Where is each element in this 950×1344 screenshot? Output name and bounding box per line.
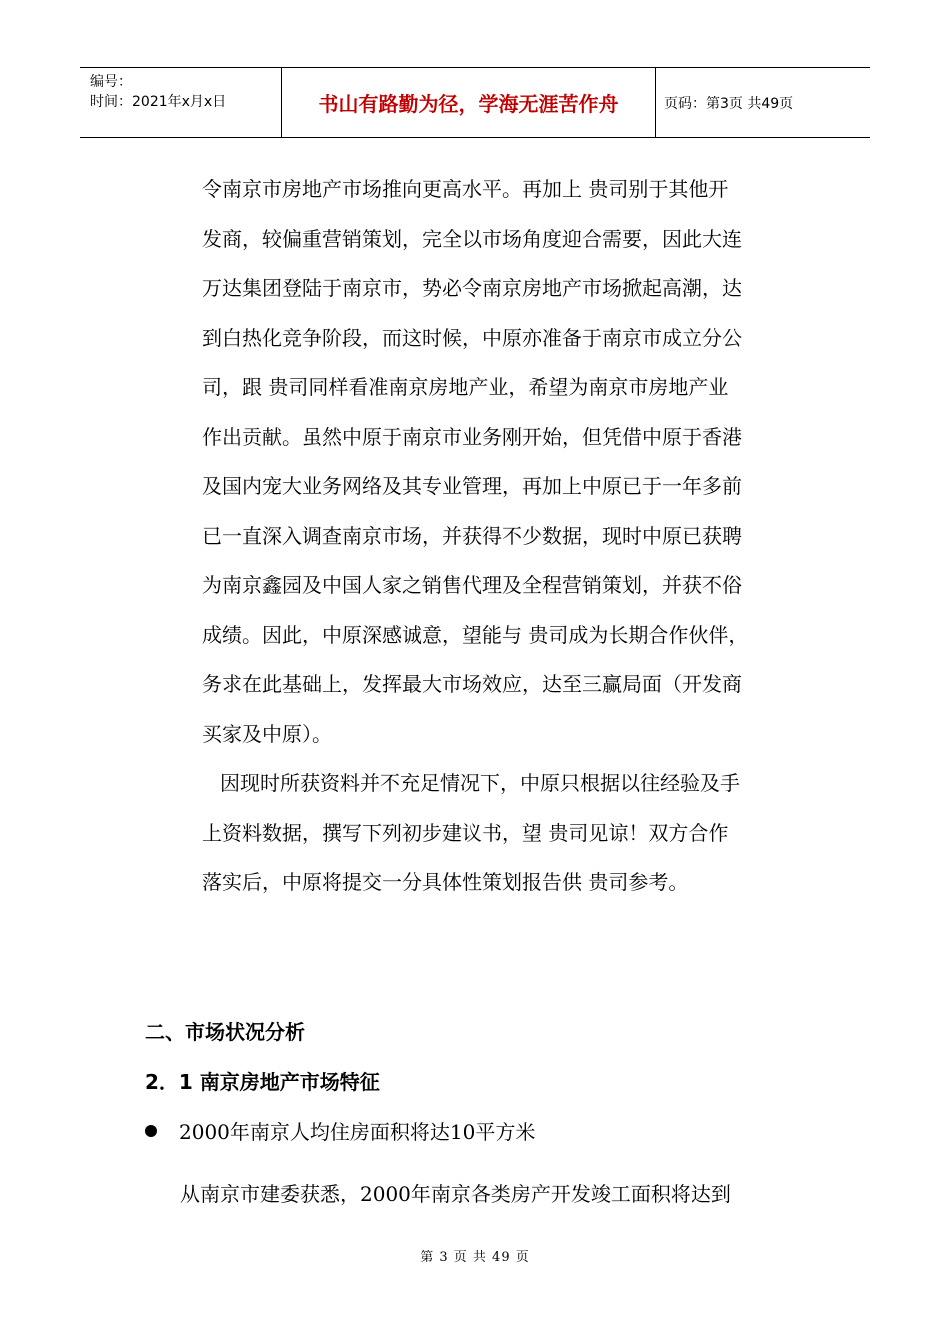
body-line: 为南京鑫园及中国人家之销售代理及全程营销策划，并获不俗 (202, 573, 742, 597)
bullet-item (145, 1116, 535, 1145)
number-label: 编号： (90, 74, 132, 90)
header-motto: 书山有路勤为径，学海无涯苦作舟 (282, 68, 656, 137)
body-line: 上资料数据，撰写下列初步建议书，望 贵司见谅！双方合作 (202, 820, 729, 845)
body-line: 落实后，中原将提交一分具体性策划报告供 贵司参考。 (202, 870, 689, 894)
page-footer: 第 3 页 共 49 页 (420, 1250, 530, 1265)
section-heading: 二、市场状况分析 (145, 1020, 305, 1044)
body-line: 及国内宠大业务网络及其专业管理，再加上中原已于一年多前 (202, 474, 742, 498)
body-line: 成绩。因此，中原深感诚意，望能与 贵司成为长期合作伙伴， (202, 622, 749, 647)
time-label: 时间：2021年x月x日 (90, 94, 227, 110)
body-text (202, 165, 812, 908)
body-line: 买家及中原）。 (202, 721, 332, 746)
paragraph-last-line: 从南京市建委获悉，2000年南京各类房产开发竣工面积将达到 (180, 1182, 731, 1206)
body-line: 令南京市房地产市场推向更高水平。再加上 贵司别于其他开 (202, 177, 729, 201)
body-line: 作出贡献。虽然中原于南京市业务刚开始，但凭借中原于香港 (202, 424, 742, 449)
bullet-text: 2000年南京人均住房面积将达10平方米 (179, 1120, 536, 1144)
bullet-dot-icon (145, 1125, 157, 1137)
body-line: 已一直深入调查南京市场，并获得不少数据，现时中原已获聘 (202, 523, 742, 548)
body-line: 司，跟 贵司同样看准南京房地产业，希望为南京市房地产业 (202, 375, 729, 399)
section-subheading: 2．1 南京房地产市场特征 (145, 1070, 380, 1094)
page-header (80, 67, 870, 138)
body-line: 因现时所获资料并不充足情况下，中原只根据以往经验及手 (220, 771, 740, 795)
header-meta (80, 68, 282, 137)
body-line: 万达集团登陆于南京市，势必令南京房地产市场掀起高潮，达 (202, 276, 742, 300)
body-line: 发商，较偏重营销策划，完全以市场角度迎合需要，因此大连 (202, 226, 742, 251)
body-line: 务求在此基础上，发挥最大市场效应，达至三赢局面（开发商 (202, 672, 742, 696)
header-page-label: 页码：第3页 共49页 (664, 95, 794, 112)
body-line: 到白热化竞争阶段，而这时候，中原亦准备于南京市成立分公 (202, 325, 742, 350)
